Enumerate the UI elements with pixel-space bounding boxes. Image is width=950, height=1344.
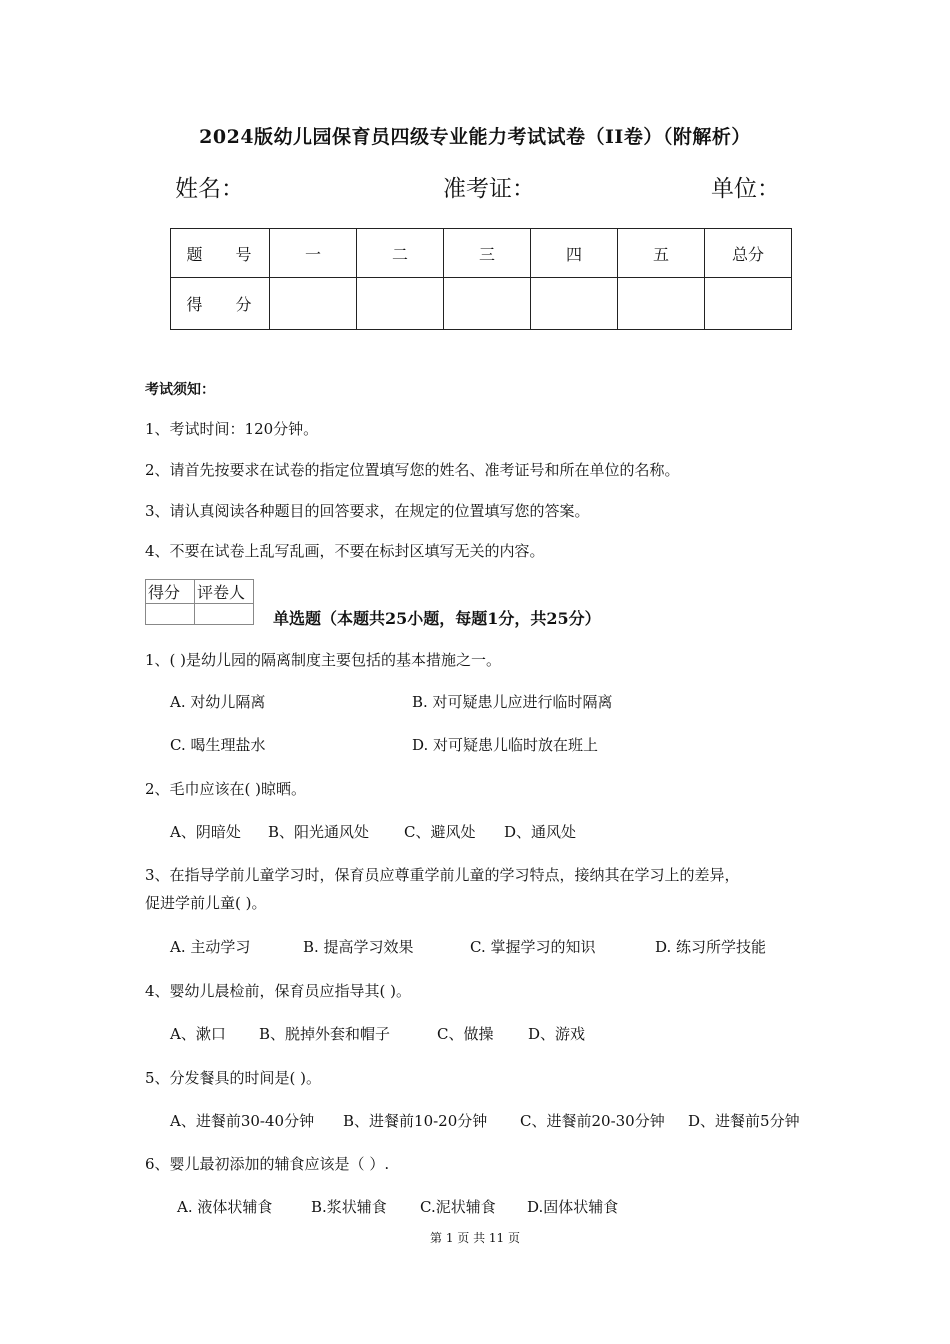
question-stem: 6、婴儿最初添加的辅食应该是（ ）. [145, 1155, 390, 1173]
section-5-header: 五 [618, 229, 705, 278]
option: B. 对可疑患儿应进行临时隔离 [412, 693, 613, 711]
page-footer: 第 1 页 共 11 页 [430, 1231, 520, 1245]
option: D. 对可疑患儿临时放在班上 [412, 736, 599, 754]
score-cell [270, 278, 357, 330]
option: D. 练习所学技能 [655, 938, 767, 956]
notice-item: 4、不要在试卷上乱写乱画，不要在标封区填写无关的内容。 [145, 542, 545, 560]
grader-name-label: 评卷人 [195, 580, 254, 604]
option: C、进餐前20-30分钟 [520, 1112, 665, 1130]
section-title: 单选题（本题共25小题，每题1分，共25分） [273, 609, 601, 628]
score-cell [444, 278, 531, 330]
total-header: 总分 [705, 229, 792, 278]
grader-score-cell [146, 604, 195, 625]
notice-item: 2、请首先按要求在试卷的指定位置填写您的姓名、准考证号和所在单位的名称。 [145, 461, 680, 479]
option: B、脱掉外套和帽子 [259, 1025, 391, 1043]
option: C. 喝生理盐水 [170, 736, 266, 754]
option: C. 掌握学习的知识 [470, 938, 596, 956]
option: C、做操 [437, 1025, 494, 1043]
option: B.浆状辅食 [311, 1198, 387, 1216]
option: C、避风处 [404, 823, 476, 841]
section-2-header: 二 [357, 229, 444, 278]
score-cell [705, 278, 792, 330]
option: D、通风处 [504, 823, 577, 841]
option: D.固体状辅食 [527, 1198, 619, 1216]
grader-box [145, 579, 254, 625]
score-row-label: 得 分 [171, 278, 270, 330]
question-stem-continued: 促进学前儿童( )。 [145, 894, 267, 912]
question-stem: 2、毛巾应该在( )晾晒。 [145, 780, 307, 798]
option: A、漱口 [170, 1025, 226, 1043]
score-table [170, 228, 792, 330]
option: D、进餐前5分钟 [688, 1112, 800, 1130]
question-number-label: 题 号 [171, 229, 270, 278]
option: A. 液体状辅食 [177, 1198, 273, 1216]
score-cell [618, 278, 705, 330]
document-title: 2024版幼儿园保育员四级专业能力考试试卷（II卷）（附解析） [199, 126, 751, 148]
notice-heading: 考试须知： [145, 382, 215, 398]
section-3-header: 三 [444, 229, 531, 278]
section-1-header: 一 [270, 229, 357, 278]
score-table-score-row [171, 278, 792, 330]
option: B、进餐前10-20分钟 [343, 1112, 488, 1130]
question-stem: 3、在指导学前儿童学习时，保育员应尊重学前儿童的学习特点，接纳其在学习上的差异， [145, 866, 740, 884]
option: B. 提高学习效果 [303, 938, 414, 956]
option: A. 对幼儿隔离 [170, 693, 266, 711]
unit-field-label: 单位： [711, 176, 780, 202]
grader-score-label: 得分 [146, 580, 195, 604]
section-4-header: 四 [531, 229, 618, 278]
option: A. 主动学习 [170, 938, 251, 956]
option: B、阳光通风处 [268, 823, 370, 841]
notice-item: 3、请认真阅读各种题目的回答要求，在规定的位置填写您的答案。 [145, 502, 590, 520]
score-cell [531, 278, 618, 330]
score-table-header-row [171, 229, 792, 278]
question-stem: 5、分发餐具的时间是( )。 [145, 1069, 322, 1087]
option: A、阴暗处 [170, 823, 241, 841]
option: C.泥状辅食 [420, 1198, 496, 1216]
question-stem: 1、( )是幼儿园的隔离制度主要包括的基本措施之一。 [145, 651, 502, 669]
grader-name-cell [195, 604, 254, 625]
name-field-label: 姓名： [175, 176, 244, 202]
notice-item: 1、考试时间：120分钟。 [145, 420, 319, 438]
score-cell [357, 278, 444, 330]
question-stem: 4、婴幼儿晨检前，保育员应指导其( )。 [145, 982, 412, 1000]
exam-id-field-label: 准考证： [443, 176, 535, 202]
option: D、游戏 [528, 1025, 586, 1043]
option: A、进餐前30-40分钟 [170, 1112, 315, 1130]
